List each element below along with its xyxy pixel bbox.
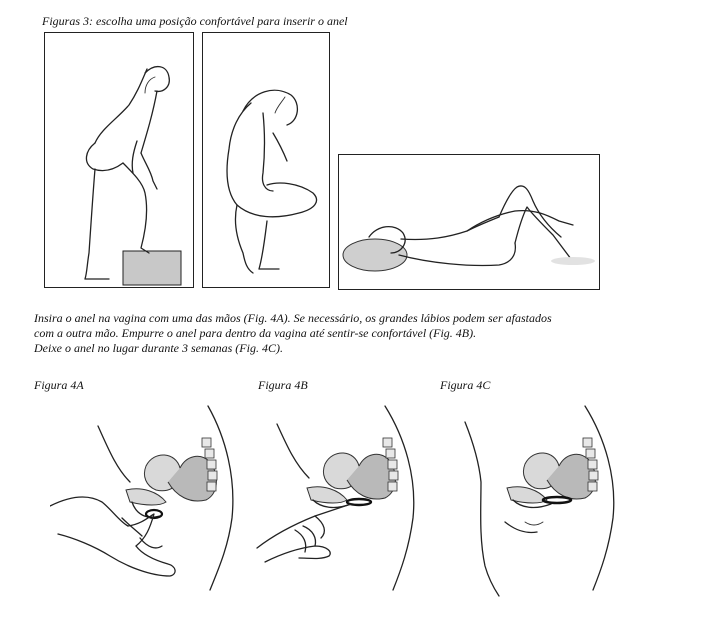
squatting-figure-illustration: [203, 33, 329, 287]
step-box: [123, 251, 181, 285]
figure-4b-illustration: [255, 398, 440, 598]
figure-4b-label: Figura 4B: [258, 378, 308, 392]
figure-4c-label: Figura 4C: [440, 378, 491, 392]
panel-standing-position: [44, 32, 194, 288]
figure-title: Figuras 3: escolha uma posição confortável para inserir o anel: [42, 14, 348, 28]
instructions-line-2: com a outra mão. Empurre o anel para dentro da vagina até sentir-se confortável (Fig. 4B).: [34, 326, 477, 340]
lying-figure-illustration: [339, 155, 599, 289]
figure-4a-illustration: [50, 398, 255, 598]
instructions-line-3: Deixe o anel no lugar durante 3 semanas (Fig. 4C).: [34, 341, 283, 355]
standing-figure-illustration: [45, 33, 193, 287]
pillow: [343, 239, 407, 271]
panel-lying-position: [338, 154, 600, 290]
instructions-line-1: Insira o anel na vagina com uma das mãos (Fig. 4A). Se necessário, os grandes lábios podem ser afastados: [34, 311, 552, 325]
figure-4a-label: Figura 4A: [34, 378, 84, 392]
ring-in-place-cross-section-4c: [455, 398, 635, 598]
instructions-text: [34, 311, 674, 356]
figure-4c-illustration: [455, 398, 635, 598]
insertion-cross-section-4a: [50, 398, 255, 598]
insertion-cross-section-4b: [255, 398, 440, 598]
panel-squatting-position: [202, 32, 330, 288]
